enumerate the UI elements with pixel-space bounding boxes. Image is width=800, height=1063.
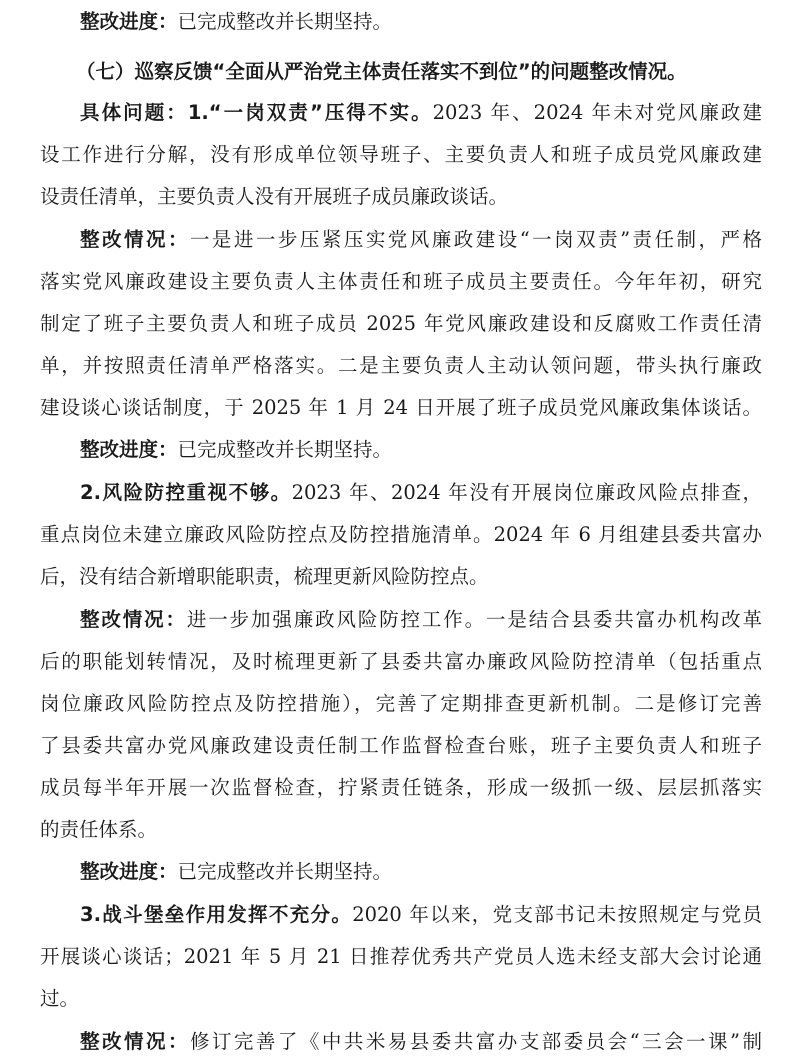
problem-text: 2023 年、2024 年没有开展岗位廉政风险点排查， [291, 481, 762, 504]
rectify-line: 了县委共富办党风廉政建设责任制工作监督检查台账，班子主要负责人和班子 [40, 734, 762, 757]
problem-label: 具体问题： [80, 101, 188, 124]
progress-label: 整改进度： [80, 10, 178, 33]
section-heading: （七）巡察反馈“全面从严治党主体责任落实不到位”的问题整改情况。 [76, 60, 687, 83]
problem-title: 2.风险防控重视不够。 [80, 481, 292, 504]
problem-paragraph-line [80, 481, 762, 505]
rectify-line: 建设谈心谈话制度，于 2025 年 1 月 24 日开展了班子成员党风廉政集体谈话。 [40, 396, 762, 419]
progress-text: 已完成整改并长期坚持。 [177, 860, 393, 883]
rectify-line: 落实党风廉政建设主要负责人主体责任和班子成员主要责任。今年年初，研究 [40, 270, 762, 293]
rectify-label: 整改情况： [80, 228, 190, 251]
problem-text: 2020 年以来，党支部书记未按照规定与党员 [352, 903, 763, 926]
rectify-text: 修订完善了《中共米易县委共富办支部委员会“三会一课”制 [189, 1030, 762, 1053]
progress-paragraph [80, 10, 800, 34]
progress-paragraph [80, 438, 800, 462]
progress-label: 整改进度： [80, 438, 178, 461]
rectify-line: 成员每半年开展一次监督检查，拧紧责任链条，形成一级抓一级、层层抓落实 [40, 776, 762, 799]
problem-paragraph-line [80, 903, 762, 927]
problem-line: 过。 [40, 987, 80, 1010]
progress-text: 已完成整改并长期坚持。 [177, 10, 393, 33]
rectify-text: 一是进一步压紧压实党风廉政建设“一岗双责”责任制，严格 [189, 228, 762, 251]
problem-line: 设责任清单，主要负责人没有开展班子成员廉政谈话。 [40, 185, 509, 208]
rectify-line: 制定了班子主要负责人和班子成员 2025 年党风廉政建设和反腐败工作责任清 [40, 312, 762, 335]
problem-text: 2023 年、2024 年未对党风廉政建 [432, 101, 762, 124]
rectify-paragraph-line [80, 1030, 762, 1054]
rectify-line: 后的职能划转情况，及时梳理更新了县委共富办廉政风险防控清单（包括重点 [40, 650, 762, 673]
problem-line: 设工作进行分解，没有形成单位领导班子、主要负责人和班子成员党风廉政建 [40, 143, 762, 166]
rectify-paragraph-line [80, 228, 762, 252]
rectify-label: 整改情况： [80, 1030, 190, 1053]
progress-paragraph [80, 860, 800, 884]
problem-line: 开展谈心谈话；2021 年 5 月 21 日推荐优秀共产党员人选未经支部大会讨论通 [40, 945, 762, 968]
progress-label: 整改进度： [80, 860, 178, 883]
rectify-line: 的责任体系。 [40, 818, 158, 841]
rectify-paragraph-line [80, 608, 762, 632]
problem-paragraph-line [80, 101, 762, 125]
progress-text: 已完成整改并长期坚持。 [177, 438, 393, 461]
problem-line: 后，没有结合新增职能职责，梳理更新风险防控点。 [40, 565, 489, 588]
problem-title: 1.“一岗双责”压得不实。 [187, 101, 433, 124]
problem-line: 重点岗位未建立廉政风险防控点及防控措施清单。2024 年 6 月组建县委共富办 [40, 523, 762, 546]
rectify-line: 岗位廉政风险防控点及防控措施），完善了定期排查更新机制。二是修订完善 [40, 692, 762, 715]
rectify-text: 进一步加强廉政风险防控工作。一是结合县委共富办机构改革 [186, 608, 762, 631]
rectify-line: 单，并按照责任清单严格落实。二是主要负责人主动认领问题，带头执行廉政 [40, 354, 762, 377]
problem-title: 3.战斗堡垒作用发挥不充分。 [80, 903, 353, 926]
rectify-label: 整改情况： [80, 608, 187, 631]
